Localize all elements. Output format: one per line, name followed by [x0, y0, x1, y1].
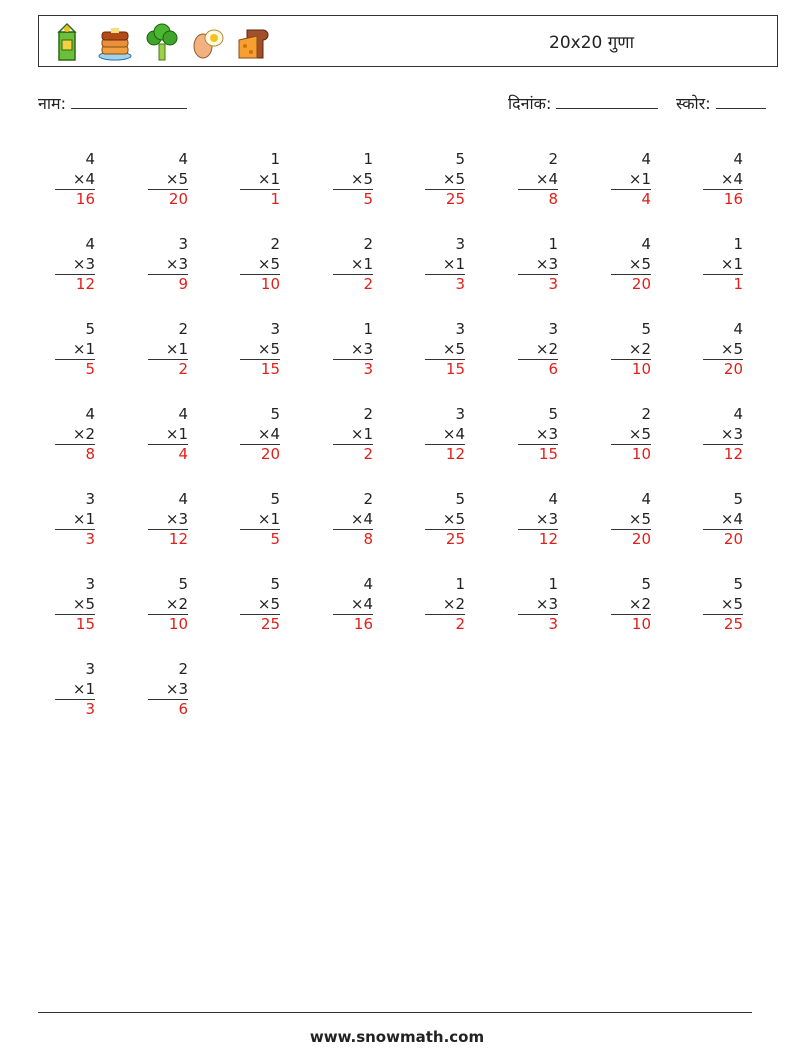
- multiplicand: 1: [363, 320, 373, 338]
- answer: 15: [425, 359, 465, 380]
- multiplicand: 3: [455, 235, 465, 253]
- multiplier: ×1: [257, 510, 280, 528]
- multiplicand: 4: [85, 405, 95, 423]
- multiplier: ×1: [257, 170, 280, 188]
- answer: 12: [518, 529, 558, 550]
- answer: 16: [703, 189, 743, 210]
- problem-48: [703, 574, 743, 635]
- multiplicand: 4: [733, 150, 743, 168]
- multiplier: ×3: [165, 510, 188, 528]
- multiplier: ×4: [720, 170, 743, 188]
- answer: 10: [148, 614, 188, 635]
- milk-carton-icon: [53, 22, 81, 62]
- multiplicand: 1: [363, 150, 373, 168]
- multiplicand: 4: [733, 320, 743, 338]
- multiplier: ×3: [720, 425, 743, 443]
- multiplier: ×4: [442, 425, 465, 443]
- answer: 10: [611, 444, 651, 465]
- multiplicand: 1: [548, 235, 558, 253]
- multiplicand: 3: [85, 575, 95, 593]
- answer: 15: [518, 444, 558, 465]
- multiplier: ×3: [165, 680, 188, 698]
- multiplier: ×1: [350, 255, 373, 273]
- multiplier: ×3: [535, 595, 558, 613]
- answer: 25: [425, 529, 465, 550]
- multiplier: ×4: [720, 510, 743, 528]
- multiplier: ×2: [72, 425, 95, 443]
- problem-26: [148, 404, 188, 465]
- answer: 9: [148, 274, 188, 295]
- problem-30: [518, 404, 558, 465]
- multiplier: ×5: [442, 510, 465, 528]
- eggs-icon: [191, 22, 225, 62]
- multiplier: ×4: [350, 595, 373, 613]
- answer: 5: [55, 359, 95, 380]
- answer: 15: [240, 359, 280, 380]
- answer: 3: [333, 359, 373, 380]
- multiplicand: 5: [85, 320, 95, 338]
- problem-37: [425, 489, 465, 550]
- multiplier: ×3: [535, 510, 558, 528]
- problem-17: [55, 319, 95, 380]
- multiplier: ×1: [72, 680, 95, 698]
- answer: 4: [611, 189, 651, 210]
- multiplicand: 3: [270, 320, 280, 338]
- name-field: [38, 92, 187, 114]
- answer: 3: [55, 699, 95, 720]
- multiplicand: 3: [85, 490, 95, 508]
- problem-27: [240, 404, 280, 465]
- problem-39: [611, 489, 651, 550]
- multiplier: ×1: [165, 425, 188, 443]
- problem-47: [611, 574, 651, 635]
- problem-50: [148, 659, 188, 720]
- multiplicand: 4: [641, 490, 651, 508]
- answer: 25: [703, 614, 743, 635]
- multiplicand: 5: [270, 575, 280, 593]
- multiplier: ×5: [442, 340, 465, 358]
- answer: 20: [240, 444, 280, 465]
- problem-32: [703, 404, 743, 465]
- multiplicand: 5: [641, 575, 651, 593]
- multiplicand: 4: [641, 235, 651, 253]
- multiplicand: 5: [455, 490, 465, 508]
- answer: 1: [240, 189, 280, 210]
- answer: 12: [55, 274, 95, 295]
- problem-14: [518, 234, 558, 295]
- problem-49: [55, 659, 95, 720]
- multiplicand: 4: [363, 575, 373, 593]
- problem-24: [703, 319, 743, 380]
- score-field: [676, 92, 766, 114]
- answer: 20: [148, 189, 188, 210]
- answer: 25: [425, 189, 465, 210]
- multiplicand: 5: [455, 150, 465, 168]
- multiplicand: 2: [178, 320, 188, 338]
- multiplier: ×1: [165, 340, 188, 358]
- answer: 8: [333, 529, 373, 550]
- answer: 6: [148, 699, 188, 720]
- multiplicand: 5: [270, 490, 280, 508]
- problem-5: [425, 149, 465, 210]
- problem-21: [425, 319, 465, 380]
- multiplier: ×5: [628, 255, 651, 273]
- problem-42: [148, 574, 188, 635]
- answer: 5: [240, 529, 280, 550]
- multiplier: ×5: [257, 595, 280, 613]
- multiplicand: 2: [363, 405, 373, 423]
- date-blank: [556, 92, 658, 109]
- multiplier: ×4: [350, 510, 373, 528]
- multiplier: ×1: [72, 510, 95, 528]
- multiplicand: 4: [85, 150, 95, 168]
- problem-31: [611, 404, 651, 465]
- multiplicand: 2: [641, 405, 651, 423]
- footer-rule: [38, 1012, 752, 1013]
- multiplier: ×5: [628, 510, 651, 528]
- multiplicand: 1: [270, 150, 280, 168]
- answer: 20: [611, 529, 651, 550]
- multiplier: ×2: [628, 595, 651, 613]
- multiplier: ×5: [720, 595, 743, 613]
- multiplicand: 1: [548, 575, 558, 593]
- multiplicand: 3: [548, 320, 558, 338]
- answer: 1: [703, 274, 743, 295]
- multiplicand: 2: [363, 490, 373, 508]
- multiplicand: 2: [178, 660, 188, 678]
- answer: 3: [55, 529, 95, 550]
- multiplier: ×5: [628, 425, 651, 443]
- multiplicand: 1: [455, 575, 465, 593]
- problem-44: [333, 574, 373, 635]
- multiplier: ×3: [350, 340, 373, 358]
- multiplicand: 4: [548, 490, 558, 508]
- problem-22: [518, 319, 558, 380]
- multiplier: ×4: [257, 425, 280, 443]
- multiplicand: 2: [548, 150, 558, 168]
- problem-13: [425, 234, 465, 295]
- problem-3: [240, 149, 280, 210]
- multiplier: ×2: [628, 340, 651, 358]
- answer: 3: [518, 614, 558, 635]
- multiplier: ×5: [72, 595, 95, 613]
- problem-23: [611, 319, 651, 380]
- problem-28: [333, 404, 373, 465]
- name-blank: [71, 92, 187, 109]
- answer: 8: [55, 444, 95, 465]
- multiplicand: 3: [178, 235, 188, 253]
- multiplier: ×5: [165, 170, 188, 188]
- name-label: नाम:: [38, 94, 66, 113]
- problem-33: [55, 489, 95, 550]
- problem-19: [240, 319, 280, 380]
- multiplicand: 1: [733, 235, 743, 253]
- problem-7: [611, 149, 651, 210]
- header-box: [38, 15, 778, 67]
- multiplier: ×5: [350, 170, 373, 188]
- multiplicand: 4: [178, 150, 188, 168]
- multiplicand: 4: [178, 405, 188, 423]
- problem-18: [148, 319, 188, 380]
- problem-1: [55, 149, 95, 210]
- problem-20: [333, 319, 373, 380]
- problem-9: [55, 234, 95, 295]
- problem-38: [518, 489, 558, 550]
- multiplicand: 2: [363, 235, 373, 253]
- multiplier: ×3: [72, 255, 95, 273]
- problem-8: [703, 149, 743, 210]
- multiplicand: 3: [455, 405, 465, 423]
- problem-25: [55, 404, 95, 465]
- answer: 6: [518, 359, 558, 380]
- pancakes-icon: [97, 22, 133, 62]
- multiplier: ×5: [257, 255, 280, 273]
- score-label: स्कोर:: [676, 94, 711, 113]
- answer: 16: [55, 189, 95, 210]
- problem-43: [240, 574, 280, 635]
- multiplicand: 5: [270, 405, 280, 423]
- multiplier: ×4: [535, 170, 558, 188]
- multiplicand: 4: [85, 235, 95, 253]
- multiplier: ×4: [72, 170, 95, 188]
- multiplier: ×1: [72, 340, 95, 358]
- multiplier: ×3: [535, 425, 558, 443]
- problem-41: [55, 574, 95, 635]
- answer: 10: [240, 274, 280, 295]
- answer: 4: [148, 444, 188, 465]
- answer: 10: [611, 359, 651, 380]
- multiplier: ×1: [628, 170, 651, 188]
- date-field: [508, 92, 658, 114]
- multiplicand: 5: [641, 320, 651, 338]
- multiplicand: 5: [733, 490, 743, 508]
- answer: 2: [148, 359, 188, 380]
- multiplier: ×5: [442, 170, 465, 188]
- multiplicand: 4: [178, 490, 188, 508]
- answer: 15: [55, 614, 95, 635]
- broccoli-icon: [145, 22, 179, 62]
- multiplier: ×5: [257, 340, 280, 358]
- multiplicand: 4: [733, 405, 743, 423]
- multiplier: ×2: [165, 595, 188, 613]
- problem-4: [333, 149, 373, 210]
- problem-46: [518, 574, 558, 635]
- answer: 3: [518, 274, 558, 295]
- answer: 2: [333, 274, 373, 295]
- answer: 16: [333, 614, 373, 635]
- answer: 20: [703, 359, 743, 380]
- problem-16: [703, 234, 743, 295]
- answer: 12: [148, 529, 188, 550]
- answer: 2: [425, 614, 465, 635]
- multiplier: ×2: [442, 595, 465, 613]
- multiplicand: 4: [641, 150, 651, 168]
- bread-cheese-icon: [235, 22, 269, 62]
- problem-6: [518, 149, 558, 210]
- multiplier: ×5: [720, 340, 743, 358]
- date-label: दिनांक:: [508, 94, 552, 113]
- problem-36: [333, 489, 373, 550]
- answer: 12: [425, 444, 465, 465]
- answer: 12: [703, 444, 743, 465]
- problem-34: [148, 489, 188, 550]
- answer: 5: [333, 189, 373, 210]
- problem-10: [148, 234, 188, 295]
- multiplicand: 2: [270, 235, 280, 253]
- multiplier: ×1: [720, 255, 743, 273]
- problem-12: [333, 234, 373, 295]
- multiplicand: 5: [178, 575, 188, 593]
- answer: 25: [240, 614, 280, 635]
- answer: 2: [333, 444, 373, 465]
- answer: 8: [518, 189, 558, 210]
- answer: 20: [611, 274, 651, 295]
- problem-2: [148, 149, 188, 210]
- answer: 10: [611, 614, 651, 635]
- multiplier: ×1: [442, 255, 465, 273]
- footer-site: www.snowmath.com: [309, 1028, 485, 1046]
- problem-35: [240, 489, 280, 550]
- multiplier: ×3: [535, 255, 558, 273]
- multiplicand: 5: [548, 405, 558, 423]
- problem-40: [703, 489, 743, 550]
- problem-29: [425, 404, 465, 465]
- sheet-title: 20x20 गुणा: [549, 33, 634, 53]
- multiplier: ×1: [350, 425, 373, 443]
- problem-45: [425, 574, 465, 635]
- score-blank: [716, 92, 766, 109]
- multiplicand: 3: [455, 320, 465, 338]
- multiplicand: 3: [85, 660, 95, 678]
- problem-11: [240, 234, 280, 295]
- answer: 3: [425, 274, 465, 295]
- problem-15: [611, 234, 651, 295]
- multiplicand: 5: [733, 575, 743, 593]
- multiplier: ×2: [535, 340, 558, 358]
- answer: 20: [703, 529, 743, 550]
- multiplier: ×3: [165, 255, 188, 273]
